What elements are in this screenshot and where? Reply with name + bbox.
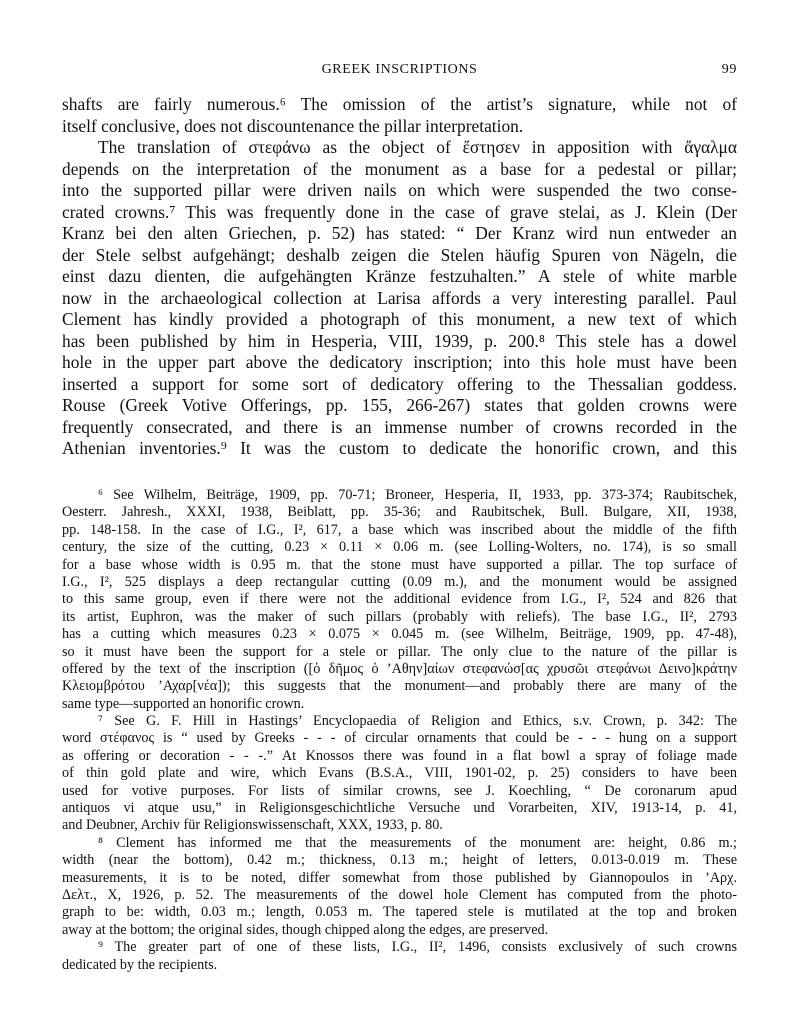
body-line: frequently consecrated, and there is an immense number of crowns recorded in the bbox=[62, 416, 737, 437]
body-line: Rouse (Greek Votive Offerings, pp. 155, 266-267) states that golden crowns were bbox=[62, 395, 737, 415]
footnote-line: so it must have been the support for a stele or pillar. The only clue to the nature of the pillar is bbox=[62, 643, 737, 660]
footnote-line: for a base whose width is 0.95 m. that the stone must have supported a pillar. The top surface of bbox=[62, 556, 737, 573]
footnote-line: width (near the bottom), 0.42 m.; thickness, 0.13 m.; height of letters, 0.013-0.019 m. These bbox=[62, 852, 737, 869]
running-header bbox=[62, 62, 737, 82]
footnote-line: Δελτ., X, 1926, p. 52. The measurements of the dowel hole Clement has computed from the photo- bbox=[62, 886, 737, 903]
body-line: shafts are fairly numerous.⁶ The omission of the artist’s signature, while not of bbox=[62, 94, 737, 114]
body-line: depends on the interpretation of the monument as a base for a pedestal or pillar; bbox=[62, 158, 737, 179]
running-title: GREEK INSCRIPTIONS bbox=[321, 62, 478, 77]
body-line: inserted a support for some sort of dedicatory offering to the Thessalian goddess. bbox=[62, 373, 737, 394]
footnote-line: as offering or decoration - - -.” At Knossos there was found in a flat bowl a spray of foliage made bbox=[62, 747, 737, 764]
footnote-line: away at the bottom; the original sides, though chipped along the edges, are preserved. bbox=[62, 921, 549, 938]
body-line: Kranz bei den alten Griechen, p. 52) has stated: “ Der Kranz wird nun entweder an bbox=[62, 223, 737, 243]
body-line: crated crowns.⁷ This was frequently done in the case of grave stelai, as J. Klein (Der bbox=[62, 201, 737, 222]
body-line: hole in the upper part above the dedicatory inscription; into this hole must have been bbox=[62, 352, 737, 372]
body-line: Athenian inventories.⁹ It was the custom to dedicate the honorific crown, and this bbox=[62, 438, 737, 458]
page-number: 99 bbox=[721, 62, 737, 77]
body-line: der Stele selbst aufgehängt; deshalb zeigen die Stelen häufig Spuren von Nägeln, die bbox=[62, 244, 737, 265]
footnotes bbox=[62, 487, 737, 974]
footnote-line: measurements, it is to be noted, differ somewhat from those published by Giannopoulos in ’Αρχ. bbox=[62, 869, 737, 886]
footnote-line: used for votive purposes. For lists of similar crowns, see J. Koechling, “ De coronarum apud bbox=[62, 782, 737, 799]
footnote-line: ⁸ Clement has informed me that the measurements of the monument are: height, 0.86 m.; bbox=[98, 834, 737, 851]
footnote-line: ⁹ The greater part of one of these lists, I.G., II², 1496, consists exclusively of such crowns bbox=[98, 939, 737, 956]
footnote-line: Oesterr. Jahresh., XXXI, 1938, Beiblatt, pp. 35-36; and Raubitschek, Bull. Bulgare, XII, 1938, bbox=[62, 504, 737, 521]
footnote-line: offered by the text of the inscription ([ὁ δῆμος ὁ ’Αθην]αίων στεφανώσ[ας χρυσῶι στεφάνωι Δεινο]κράτην bbox=[62, 660, 737, 677]
footnote-line: of thin gold plate and wire, which Evans (B.S.A., VIII, 1901-02, p. 25) considers to have been bbox=[62, 765, 737, 782]
body-text bbox=[62, 94, 737, 460]
footnote-line: and Deubner, Archiv für Religionswissenschaft, XXX, 1933, p. 80. bbox=[62, 817, 443, 834]
footnote-line: ⁶ See Wilhelm, Beiträge, 1909, pp. 70-71; Broneer, Hesperia, II, 1933, pp. 373-374; Raubitschek, bbox=[98, 487, 737, 503]
footnote-line: its artist, Euphron, was the maker of such pillars (probably with reliefs). The base I.G., II², 2793 bbox=[62, 608, 737, 625]
footnote-line: word στέφανος is “ used by Greeks - - - of circular ornaments that could be - - - hung on a support bbox=[62, 730, 737, 747]
body-line: itself conclusive, does not discountenance the pillar interpretation. bbox=[62, 115, 524, 136]
footnote-line: same type—supported an honorific crown. bbox=[62, 695, 305, 712]
body-line: The translation of στεφάνω as the object of ἔστησεν in apposition with ἄγαλμα bbox=[98, 137, 737, 157]
body-line: has been published by him in Hesperia, VIII, 1939, p. 200.⁸ This stele has a dowel bbox=[62, 330, 737, 351]
footnote-line: graph to be: width, 0.03 m.; length, 0.053 m. The tapered stele is mutilated at the top and broken bbox=[62, 904, 737, 921]
footnote-line: century, the size of the cutting, 0.23 × 0.11 × 0.06 m. (see Lolling-Wolters, no. 174), is so small bbox=[62, 539, 737, 556]
body-line: einst dazu dienten, die aufgehängten Kränze festzuhalten.” A stele of white marble bbox=[62, 266, 737, 286]
footnote-line: dedicated by the recipients. bbox=[62, 956, 218, 973]
footnote-line: Κλειομβρότου ’Αχαρ[νέα]); this suggests that the monument—and probably there are many of the bbox=[62, 678, 737, 695]
body-line: Clement has kindly provided a photograph of this monument, a new text of which bbox=[62, 309, 737, 329]
body-line: into the supported pillar were driven nails on which were suspended the two conse- bbox=[62, 180, 737, 200]
footnote-line: has a cutting which measures 0.23 × 0.075 × 0.045 m. (see Wilhelm, Beiträge, 1909, pp. 47-48), bbox=[62, 626, 737, 643]
footnote-line: I.G., I², 525 displays a deep rectangular cutting (0.09 m.), and the monument would be assigned bbox=[62, 573, 737, 590]
footnote-line: antiquos vi atque usu,” in Religionsgeschichtliche Versuche und Vorarbeiten, XIV, 1913-14, p. 41, bbox=[62, 800, 737, 817]
footnote-line: ⁷ See G. F. Hill in Hastings’ Encyclopaedia of Religion and Ethics, s.v. Crown, p. 342: The bbox=[98, 713, 737, 730]
body-line: now in the archaeological collection at Larisa affords a very interesting parallel. Paul bbox=[62, 287, 737, 308]
footnote-line: pp. 148-158. In the case of I.G., I², 617, a base which was inscribed about the middle of the fifth bbox=[62, 521, 737, 538]
footnote-line: to this same group, even if there were not the additional evidence from I.G., I², 524 and 826 that bbox=[62, 591, 737, 608]
